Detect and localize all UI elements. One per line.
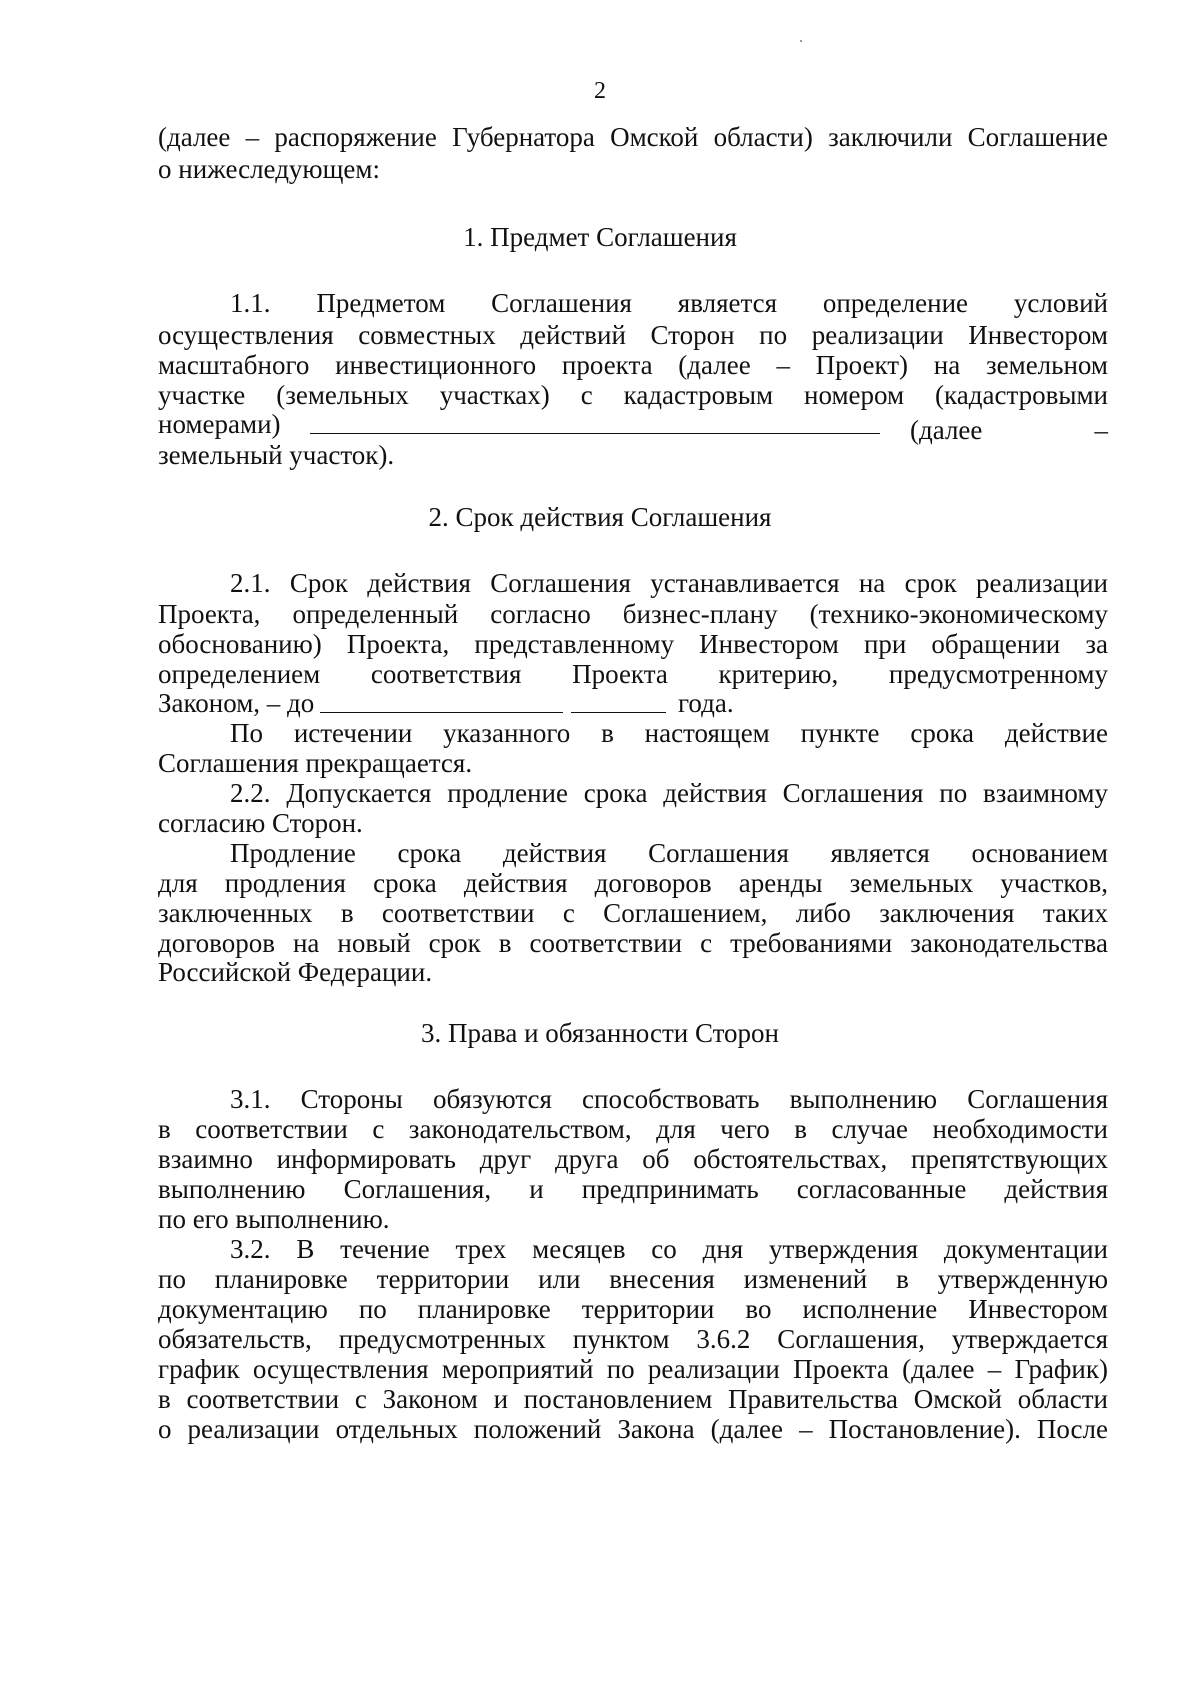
para-1-1-line-6: земельный участок).	[158, 440, 395, 470]
para-3-1-line-5: по его выполнению.	[158, 1204, 390, 1234]
para-3-1-line-2: в соответствии с законодательством, для чего в случае необходимости	[158, 1114, 1108, 1144]
para-2-1-line-2: Проекта, определенный согласно бизнес-плану (технико-экономическому	[158, 599, 1108, 629]
para-2-2-line-2: согласию Сторон.	[158, 808, 363, 838]
para-2-1b-line-2: Соглашения прекращается.	[158, 748, 473, 778]
para-1-1-line-2: осуществления совместных действий Сторон по реализации Инвестором	[158, 320, 1108, 350]
para-3-2-line-7: о реализации отдельных положений Закона (далее – Постановление). После	[158, 1414, 1108, 1444]
para-2-1b-line-1: По истечении указанного в настоящем пункте срока действие	[230, 718, 1108, 748]
end-date-blank	[320, 686, 563, 713]
para-3-1-line-1: 3.1. Стороны обязуются способствовать выполнению Соглашения	[230, 1084, 1108, 1114]
scan-speck	[800, 40, 802, 42]
intro-line-1: (далее – распоряжение Губернатора Омской области) заключили Соглашение	[158, 122, 1108, 152]
para-1-1-line-4: участке (земельных участках) с кадастровым номером (кадастровыми	[158, 380, 1108, 410]
para-3-1-line-4: выполнению Соглашения, и предпринимать согласованные действия	[158, 1174, 1108, 1204]
para-2-2-line-1: 2.2. Допускается продление срока действия Соглашения по взаимному	[230, 778, 1108, 808]
para-2-1-line-5	[158, 686, 1108, 720]
para-3-2-line-6: в соответствии с Законом и постановлением Правительства Омской области	[158, 1384, 1108, 1414]
para-2-2b-line-5: Российской Федерации.	[158, 957, 433, 987]
intro-line-2: о нижеследующем:	[158, 154, 380, 184]
para-2-1-line-3: обоснованию) Проекта, представленному Инвестором при обращении за	[158, 629, 1108, 659]
para-3-2-line-5: график осуществления мероприятий по реализации Проекта (далее – График)	[158, 1354, 1108, 1384]
end-year-blank	[571, 686, 666, 713]
para-1-1-line-1: 1.1. Предметом Соглашения является определение условий	[230, 288, 1108, 318]
para-2-1-line-1: 2.1. Срок действия Соглашения устанавливается на срок реализации	[230, 568, 1108, 598]
para-1-1-line-3: масштабного инвестиционного проекта (далее – Проект) на земельном	[158, 350, 1108, 380]
para-3-2-line-2: по планировке территории или внесения изменений в утвержденную	[158, 1264, 1108, 1294]
para-2-1-line-4: определением соответствия Проекта критерию, предусмотренному	[158, 659, 1108, 689]
para-3-2-line-3: документацию по планировке территории во исполнение Инвестором	[158, 1294, 1108, 1324]
para-2-1-line-5-start: Законом, – до	[158, 688, 315, 718]
para-2-2b-line-2: для продления срока действия договоров аренды земельных участков,	[158, 868, 1108, 898]
para-2-2b-line-1: Продление срока действия Соглашения является основанием	[230, 838, 1108, 868]
para-3-2-line-1: 3.2. В течение трех месяцев со дня утверждения документации	[230, 1234, 1108, 1264]
cadastral-number-blank	[310, 407, 880, 434]
para-1-1-line-5-end: (далее –	[910, 415, 1108, 445]
section-1-heading: 1. Предмет Соглашения	[463, 222, 737, 252]
section-3-heading: 3. Права и обязанности Сторон	[420, 1018, 780, 1048]
para-3-2-line-4: обязательств, предусмотренных пунктом 3.6.2 Соглашения, утверждается	[158, 1324, 1108, 1354]
para-1-1-line-5-start: номерами)	[158, 409, 281, 439]
para-2-2b-line-4: договоров на новый срок в соответствии с требованиями законодательства	[158, 928, 1108, 958]
para-3-1-line-3: взаимно информировать друг друга об обстоятельствах, препятствующих	[158, 1144, 1108, 1174]
para-2-1-line-5-end: года.	[678, 688, 734, 718]
para-2-2b-line-3: заключенных в соответствии с Соглашением, либо заключения таких	[158, 898, 1108, 928]
para-1-1-line-5	[158, 407, 1108, 445]
section-2-heading: 2. Срок действия Соглашения	[428, 502, 772, 532]
page-number: 2	[594, 78, 606, 104]
